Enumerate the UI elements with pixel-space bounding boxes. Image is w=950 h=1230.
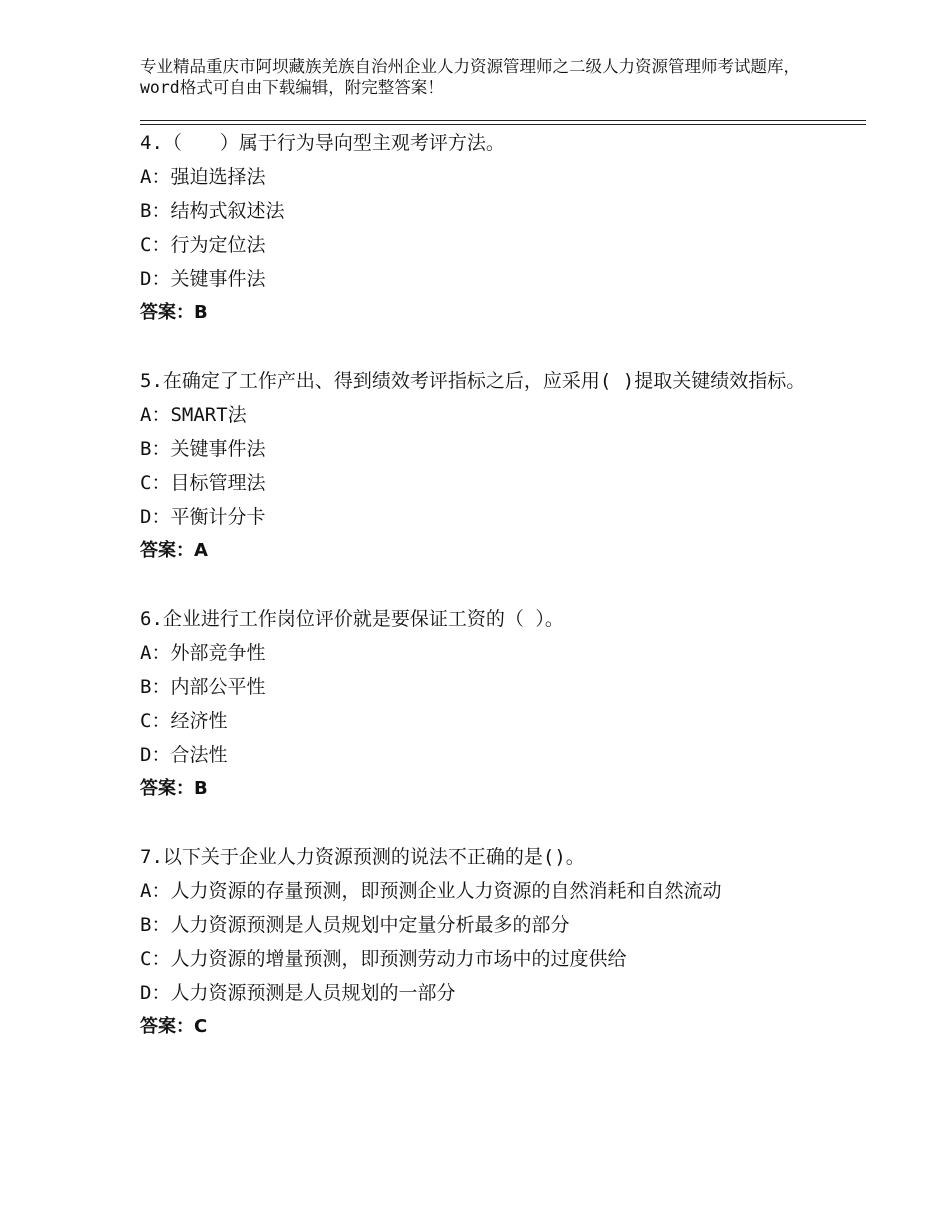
document-header: 专业精品重庆市阿坝藏族羌族自治州企业人力资源管理师之二级人力资源管理师考试题库，word格式可自由下载编辑，附完整答案！ — [140, 57, 800, 97]
question-text: 5.在确定了工作产出、得到绩效考评指标之后，应采用( )提取关键绩效指标。 — [140, 370, 806, 392]
option-b: B：关键事件法 — [140, 438, 266, 460]
question-4 — [140, 126, 810, 330]
question-5 — [140, 364, 810, 568]
question-text: 4.（ ）属于行为导向型主观考评方法。 — [140, 132, 505, 154]
option-d: D：合法性 — [140, 744, 228, 766]
option-d: D：平衡计分卡 — [140, 506, 266, 528]
option-d: D：人力资源预测是人员规划的一部分 — [140, 982, 456, 1004]
option-c: C：经济性 — [140, 710, 228, 732]
option-a: A：SMART法 — [140, 404, 247, 426]
option-c: C：目标管理法 — [140, 472, 266, 494]
option-b: B：内部公平性 — [140, 676, 266, 698]
option-d: D：关键事件法 — [140, 268, 266, 290]
option-c: C：行为定位法 — [140, 234, 266, 256]
question-text: 6.企业进行工作岗位评价就是要保证工资的（ ）。 — [140, 608, 564, 630]
header-divider — [140, 120, 866, 121]
answer: 答案：C — [140, 1016, 208, 1037]
option-b: B：结构式叙述法 — [140, 200, 285, 222]
question-7 — [140, 840, 810, 1044]
option-c: C：人力资源的增量预测，即预测劳动力市场中的过度供给 — [140, 948, 627, 970]
option-b: B：人力资源预测是人员规划中定量分析最多的部分 — [140, 914, 570, 936]
header-divider-secondary — [140, 124, 866, 125]
answer: 答案：B — [140, 778, 208, 799]
question-6 — [140, 602, 810, 806]
option-a: A：外部竞争性 — [140, 642, 266, 664]
question-text: 7.以下关于企业人力资源预测的说法不正确的是()。 — [140, 846, 585, 868]
question-list — [140, 126, 810, 1078]
option-a: A：强迫选择法 — [140, 166, 266, 188]
answer: 答案：A — [140, 540, 208, 561]
answer: 答案：B — [140, 302, 208, 323]
option-a: A：人力资源的存量预测，即预测企业人力资源的自然消耗和自然流动 — [140, 880, 722, 902]
